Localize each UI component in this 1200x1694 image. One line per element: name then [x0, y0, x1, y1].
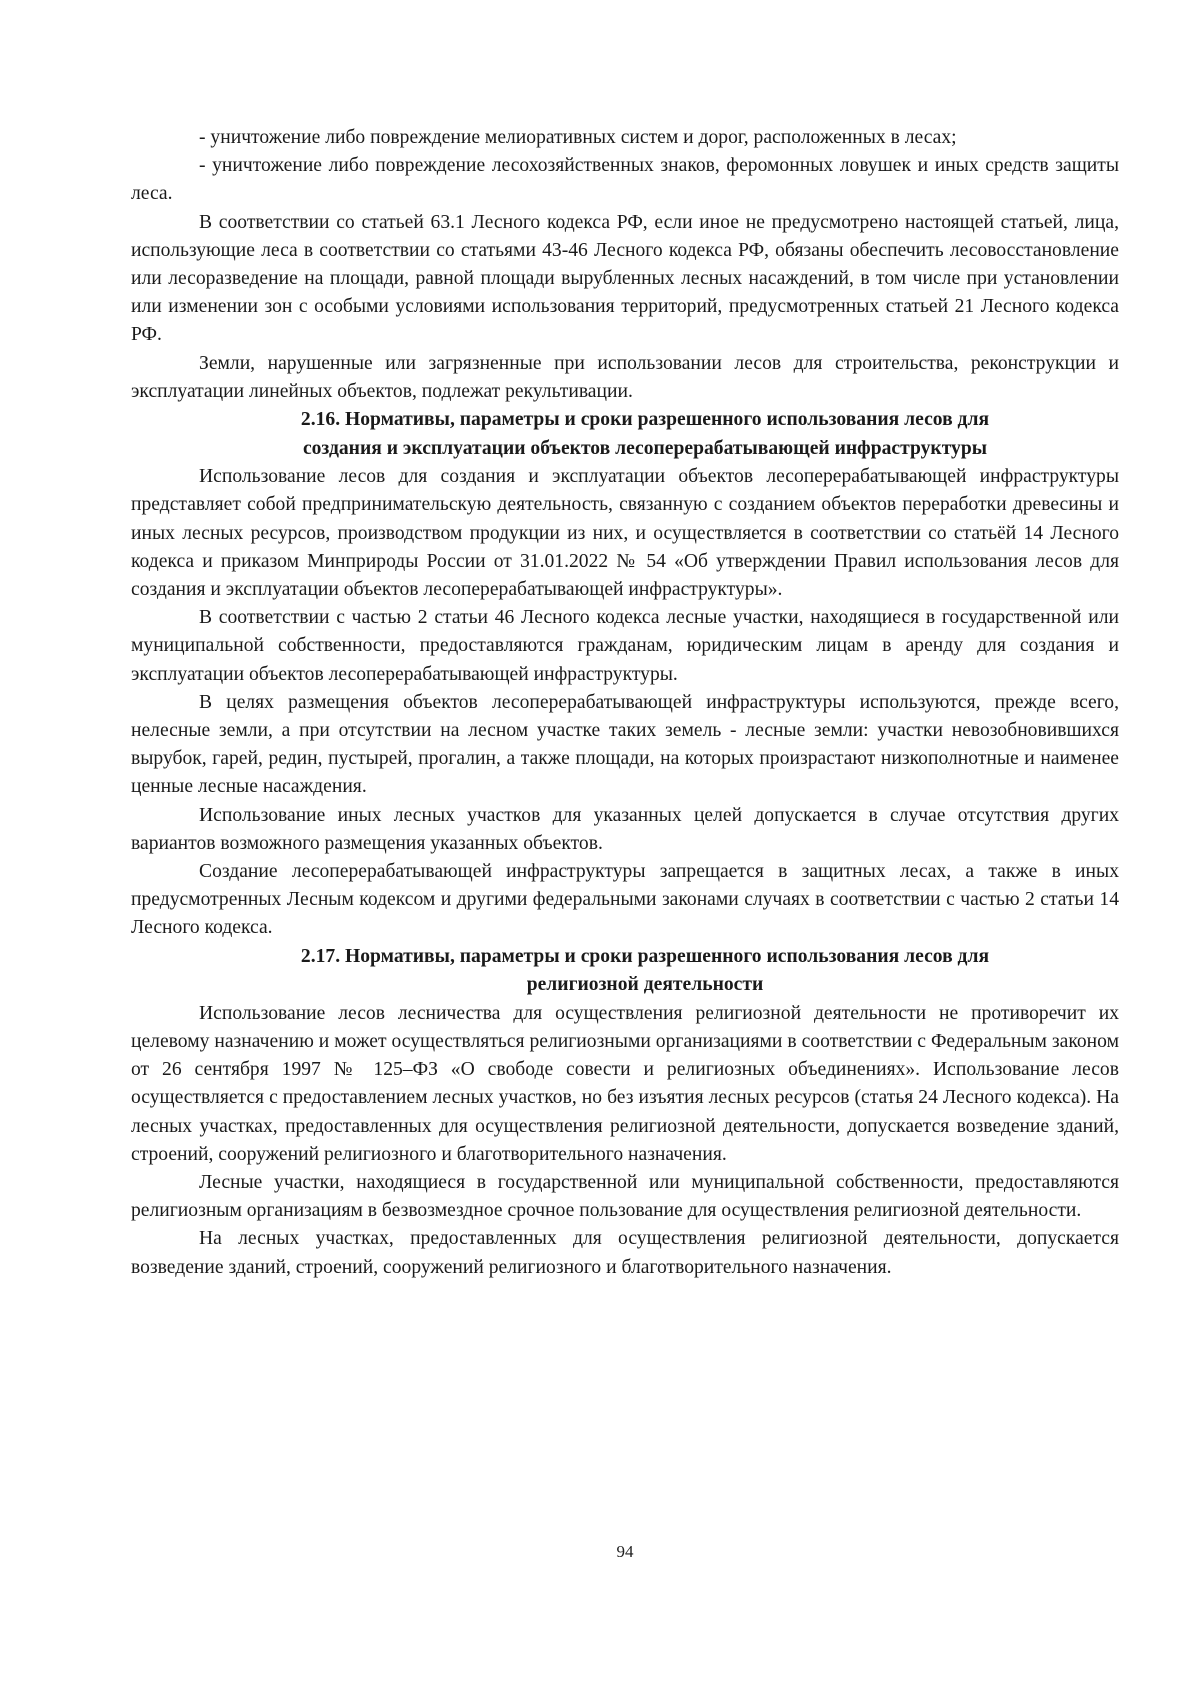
paragraph: В соответствии со статьей 63.1 Лесного кодекса РФ, если иное не предусмотрено настоящей статьей, лица, использующие леса в соответствии со статьями 43-46 Лесного кодекса РФ, обязаны обеспечить лесовосстановление или лесоразведение на площади, равной площади вырубленных лесных насаждений, в том числе при установлении или изменении зон с особыми условиями использования территорий, предусмотренных статьей 21 Лесного кодекса РФ.: [131, 211, 1119, 346]
paragraph: - уничтожение либо повреждение лесохозяйственных знаков, феромонных ловушек и иных средств защиты леса.: [131, 155, 1119, 205]
paragraph: Создание лесоперерабатывающей инфраструктуры запрещается в защитных лесах, а также в иных предусмотренных Лесным кодексом и другими федеральными законами случаях в соответствии с частью 2 статьи 14 Лесного кодекса.: [131, 861, 1119, 939]
section-heading-2-17: [131, 943, 1119, 1000]
paragraph: На лесных участках, предоставленных для осуществления религиозной деятельности, допускается возведение зданий, строений, сооружений религиозного и благотворительного назначения.: [131, 1228, 1119, 1278]
section-heading-line: религиозной деятельности: [526, 974, 764, 996]
paragraph: В соответствии с частью 2 статьи 46 Лесного кодекса лесные участки, находящиеся в государственной или муниципальной собственности, предоставляются гражданам, юридическим лицам в аренду для создания и эксплуатации объектов лесоперерабатывающей инфраструктуры.: [131, 607, 1119, 685]
paragraph: Лесные участки, находящиеся в государственной или муниципальной собственности, предоставляются религиозным организациям в безвозмездное срочное пользование для осуществления религиозной деятельности.: [131, 1172, 1119, 1222]
paragraph: В целях размещения объектов лесоперерабатывающей инфраструктуры используются, прежде всего, нелесные земли, а при отсутствии на лесном участке таких земель - лесные земли: участки невозобновившихся вырубок, гарей, редин, пустырей, прогалин, а также площади, на которых произрастают низкополнотные и наименее ценные лесные насаждения.: [131, 691, 1119, 798]
paragraph: Использование лесов для создания и эксплуатации объектов лесоперерабатывающей инфраструктуры представляет собой предпринимательскую деятельность, связанную с созданием объектов переработки древесины и иных лесных ресурсов, производством продукции из них, и осуществляется в соответствии со статьёй 14 Лесного кодекса и приказом Минприроды России от 31.01.2022 № 54 «Об утверждении Правил использования лесов для создания и эксплуатации объектов лесоперерабатывающей инфраструктуры».: [131, 466, 1119, 601]
paragraph: Земли, нарушенные или загрязненные при использовании лесов для строительства, реконструкции и эксплуатации линейных объектов, подлежат рекультивации.: [131, 352, 1119, 402]
paragraph: Использование лесов лесничества для осуществления религиозной деятельности не противоречит их целевому назначению и может осуществляться религиозными организациями в соответствии с Федеральным законом от 26 сентября 1997 № 125–ФЗ «О свободе совести и религиозных объединениях». Использование лесов осуществляется с предоставлением лесных участков, но без изъятия лесных ресурсов (статья 24 Лесного кодекса). На лесных участках, предоставленных для осуществления религиозной деятельности, допускается возведение зданий, строений, сооружений религиозного и благотворительного назначения.: [131, 1002, 1119, 1165]
document-page: [131, 124, 1119, 1282]
section-heading-line: создания и эксплуатации объектов лесоперерабатывающей инфраструктуры: [302, 437, 988, 459]
page-number: 94: [616, 1542, 634, 1561]
paragraph: - уничтожение либо повреждение мелиоративных систем и дорог, расположенных в лесах;: [199, 127, 957, 148]
paragraph: Использование иных лесных участков для указанных целей допускается в случае отсутствия других вариантов возможного размещения указанных объектов.: [131, 804, 1119, 854]
section-heading-line: 2.16. Нормативы, параметры и сроки разрешенного использования лесов для: [300, 409, 990, 431]
section-heading-line: 2.17. Нормативы, параметры и сроки разрешенного использования лесов для: [300, 945, 990, 967]
section-heading-2-16: [131, 406, 1119, 463]
